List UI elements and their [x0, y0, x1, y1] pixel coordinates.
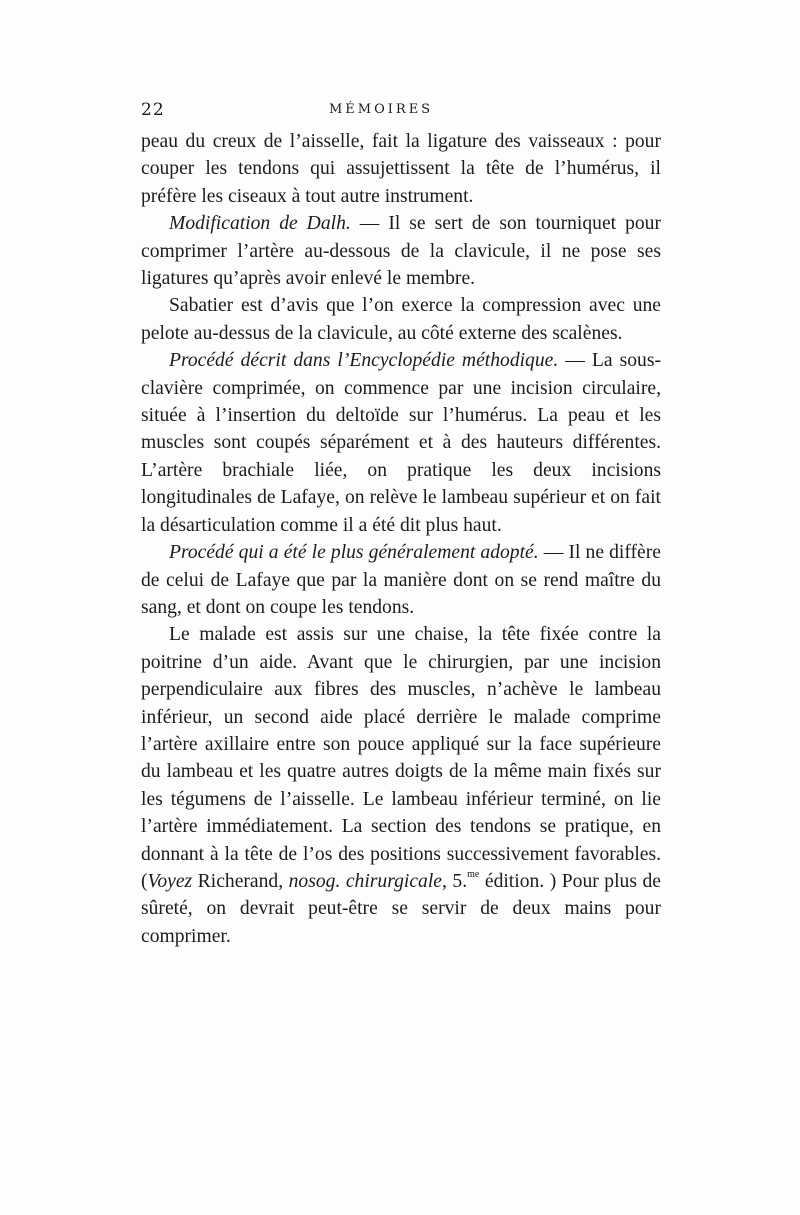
paragraph-lead: Procédé qui a été le plus généralement adopté.	[169, 542, 539, 564]
paragraph-text: — Il se sert de son tourniquet pour comprimer l’artère au-dessous de la clavicule, il ne pose ses ligatures qu’après avoir enlevé le membre.	[141, 213, 661, 290]
reference-work: nosog. chirurgicale	[288, 870, 442, 892]
reference-edition: , 5.	[442, 870, 468, 892]
paragraph-lead: Modification de Dalh.	[169, 213, 351, 235]
paragraph-modification-dalh	[141, 210, 661, 292]
reference-author: Richerand,	[192, 870, 289, 892]
paragraph-procede-adopte	[141, 539, 661, 621]
paragraph-lead: Procédé décrit dans l’Encyclopédie méthodique.	[169, 350, 559, 372]
paragraph-text-end: édition. ) Pour plus de sûreté, on devrait peut-être se servir de deux mains pour comprimer.	[141, 870, 661, 947]
paragraph-continuation	[141, 128, 661, 210]
paragraph-text: — La sous-clavière comprimée, on commence par une incision circulaire, située à l’insertion du deltoïde sur l’humérus. La peau et les muscles sont coupés séparément et à des hauteurs différentes. L’artère brachiale liée, on pratique les deux incisions longitudinales de Lafaye, on relève le lambeau supérieur et on fait la désarticulation comme il a été dit plus haut.	[141, 350, 662, 536]
reference-edition-superscript: me	[467, 869, 480, 881]
reference-voyez: Voyez	[147, 870, 193, 892]
paragraph-text: — Il ne diffère de celui de Lafaye que par la manière dont on se rend maître du sang, et dont on coupe les tendons.	[141, 542, 661, 618]
body-text	[141, 128, 661, 950]
running-title: MÉMOIRES	[329, 102, 434, 117]
page-number: 22	[141, 100, 165, 120]
paragraph-malade	[141, 621, 661, 950]
paragraph-sabatier	[141, 292, 661, 347]
paragraph-text: Le malade est assis sur une chaise, la tête fixée contre la poitrine d’un aide. Avant que le chirurgien, par une incision perpendiculaire aux fibres des muscles, n’achève le lambeau inférieur, un second aide placé derrière le malade comprime l’artère axillaire entre son pouce appliqué sur la face supérieure du lambeau et les quatre autres doigts de la même main fixés sur les tégumens de l’aisselle. Le lambeau inférieur terminé, on lie l’artère immédiatement. La section des tendons se pratique, en donnant à la tête de l’os des positions successivement favorables. (	[141, 624, 661, 892]
paragraph-encyclopedie	[141, 347, 661, 539]
running-head	[141, 100, 661, 124]
paragraph-text: Sabatier est d’avis que l’on exerce la compression avec une pelote au-dessus de la clavicule, au côté externe des scalènes.	[141, 295, 661, 344]
paragraph-text: peau du creux de l’aisselle, fait la ligature des vaisseaux : pour couper les tendons qui assujettissent la tête de l’humérus, il préfère les ciseaux à tout autre instrument.	[141, 131, 661, 207]
